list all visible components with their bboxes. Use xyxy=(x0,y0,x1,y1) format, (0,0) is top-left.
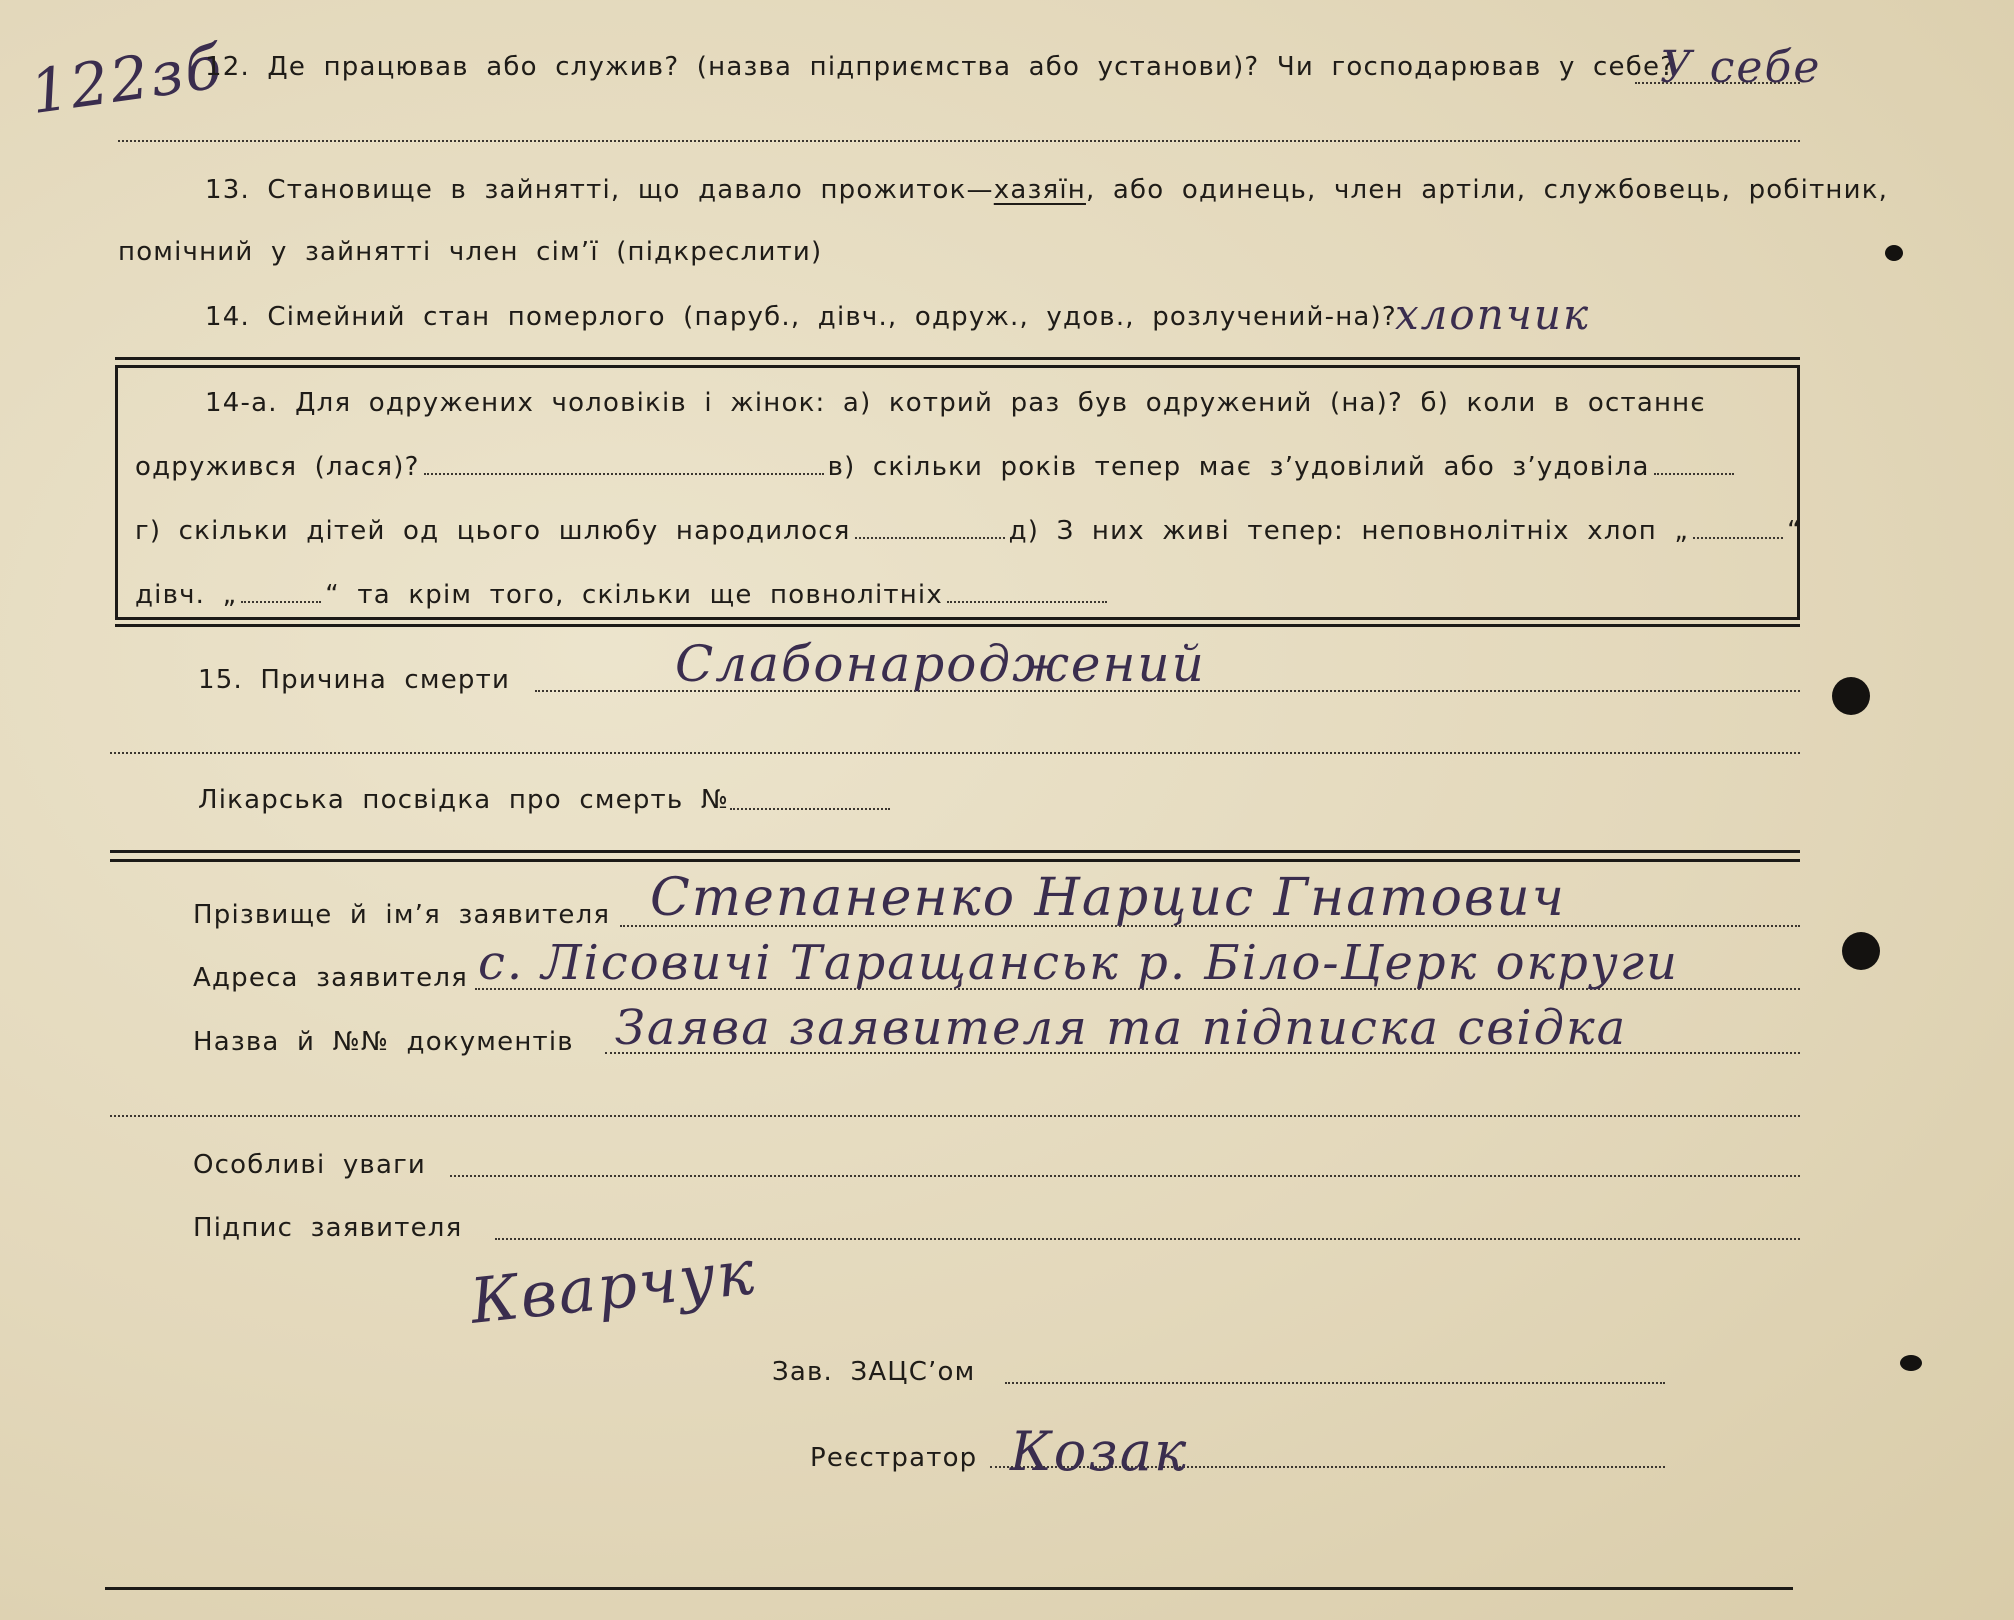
q13-label-start: 13. Становище в зайнятті, що давало прожиток— xyxy=(205,175,994,205)
zags-head-dotted-line xyxy=(1005,1382,1665,1384)
q14-answer: хлопчик xyxy=(1395,290,1591,339)
q14a-line4-a: дівч. „ xyxy=(135,580,238,610)
q14a-dots-5 xyxy=(241,601,321,603)
section-rule-1 xyxy=(110,850,1800,853)
q13-line1 xyxy=(205,175,1888,205)
punch-hole-1 xyxy=(1832,677,1870,715)
q14a-line2 xyxy=(135,452,1738,482)
edge-hole-2 xyxy=(1900,1355,1922,1371)
q14a-dots-6 xyxy=(947,601,1107,603)
q12-answer: У себе xyxy=(1660,42,1822,93)
applicant-address-value: с. Лісовичі Таращанськ р. Біло-Церк округи xyxy=(478,935,1679,991)
q13-line2: помічний у зайнятті член сім’ї (підкреслити) xyxy=(118,237,823,267)
applicant-signature: Кварчук xyxy=(466,1235,760,1338)
q12-dotted-line-2 xyxy=(118,140,1800,142)
q14a-line2-a: одружився (лася)? xyxy=(135,452,420,482)
applicant-docs-label: Назва й №№ документів xyxy=(193,1027,574,1057)
registrar-signature: Козак xyxy=(1010,1420,1189,1483)
punch-hole-2 xyxy=(1842,932,1880,970)
q14a-line3-a: г) скільки дітей од цього шлюбу народилося xyxy=(135,516,851,546)
zags-head-label: Зав. ЗАЦС’ом xyxy=(772,1357,976,1387)
applicant-name-label: Прізвище й ім’я заявителя xyxy=(193,900,611,930)
applicant-address-label: Адреса заявителя xyxy=(193,963,468,993)
applicant-docs-dotted-line-2 xyxy=(110,1115,1800,1117)
q14-label: 14. Сімейний стан померлого (паруб., дівч., одруж., удов., розлучений-на)? xyxy=(205,302,1397,332)
q14a-line2-b: в) скільки років тепер має з’удовілий або з’удовіла xyxy=(827,452,1650,482)
med-cert-dotted-line xyxy=(730,808,890,810)
q14a-line3 xyxy=(135,516,1802,546)
q14a-line3-c: “ xyxy=(1787,516,1802,546)
applicant-docs-value: Заява заявителя та підписка свідка xyxy=(615,1000,1628,1056)
q14a-line3-b: д) З них живі тепер: неповнолітніх хлоп „ xyxy=(1008,516,1690,546)
q14a-dots-2 xyxy=(1654,473,1734,475)
q14a-line4 xyxy=(135,580,1111,610)
applicant-signature-label: Підпис заявителя xyxy=(193,1213,463,1243)
q14a-line1: 14-а. Для одружених чоловіків і жінок: а) котрий раз був одружений (на)? б) коли в останнє xyxy=(205,388,1706,418)
special-notes-label: Особливі уваги xyxy=(193,1150,427,1180)
q13-label-end: , або одинець, член артіли, службовець, робітник, xyxy=(1085,175,1889,205)
q15-answer: Слабонароджений xyxy=(675,635,1206,693)
box-bottom-rule xyxy=(115,624,1800,627)
q14a-dots-4 xyxy=(1693,537,1783,539)
bottom-rule xyxy=(105,1587,1793,1590)
applicant-name-value: Степаненко Нарцис Гнатович xyxy=(650,868,1566,928)
q13-underlined-option: хазяїн xyxy=(993,175,1086,205)
section-rule-2 xyxy=(110,859,1800,862)
q12-label: 12. Де працював або служив? (назва підприємства або установи)? Чи господарював у себе? xyxy=(205,52,1676,82)
box-top-rule xyxy=(115,357,1800,360)
archive-number: 122зб xyxy=(26,31,228,129)
q15-dotted-line-2 xyxy=(110,752,1800,754)
applicant-signature-dotted-line xyxy=(495,1238,1800,1240)
q14a-dots-1 xyxy=(424,473,824,475)
registrar-label: Реєстратор xyxy=(810,1443,978,1473)
special-notes-dotted-line xyxy=(450,1175,1800,1177)
med-cert-label: Лікарська посвідка про смерть № xyxy=(198,785,730,815)
q14a-dots-3 xyxy=(855,537,1005,539)
q15-label: 15. Причина смерти xyxy=(198,665,511,695)
q14a-line4-b: “ та крім того, скільки ще повнолітніх xyxy=(325,580,943,610)
edge-hole-1 xyxy=(1885,245,1903,261)
